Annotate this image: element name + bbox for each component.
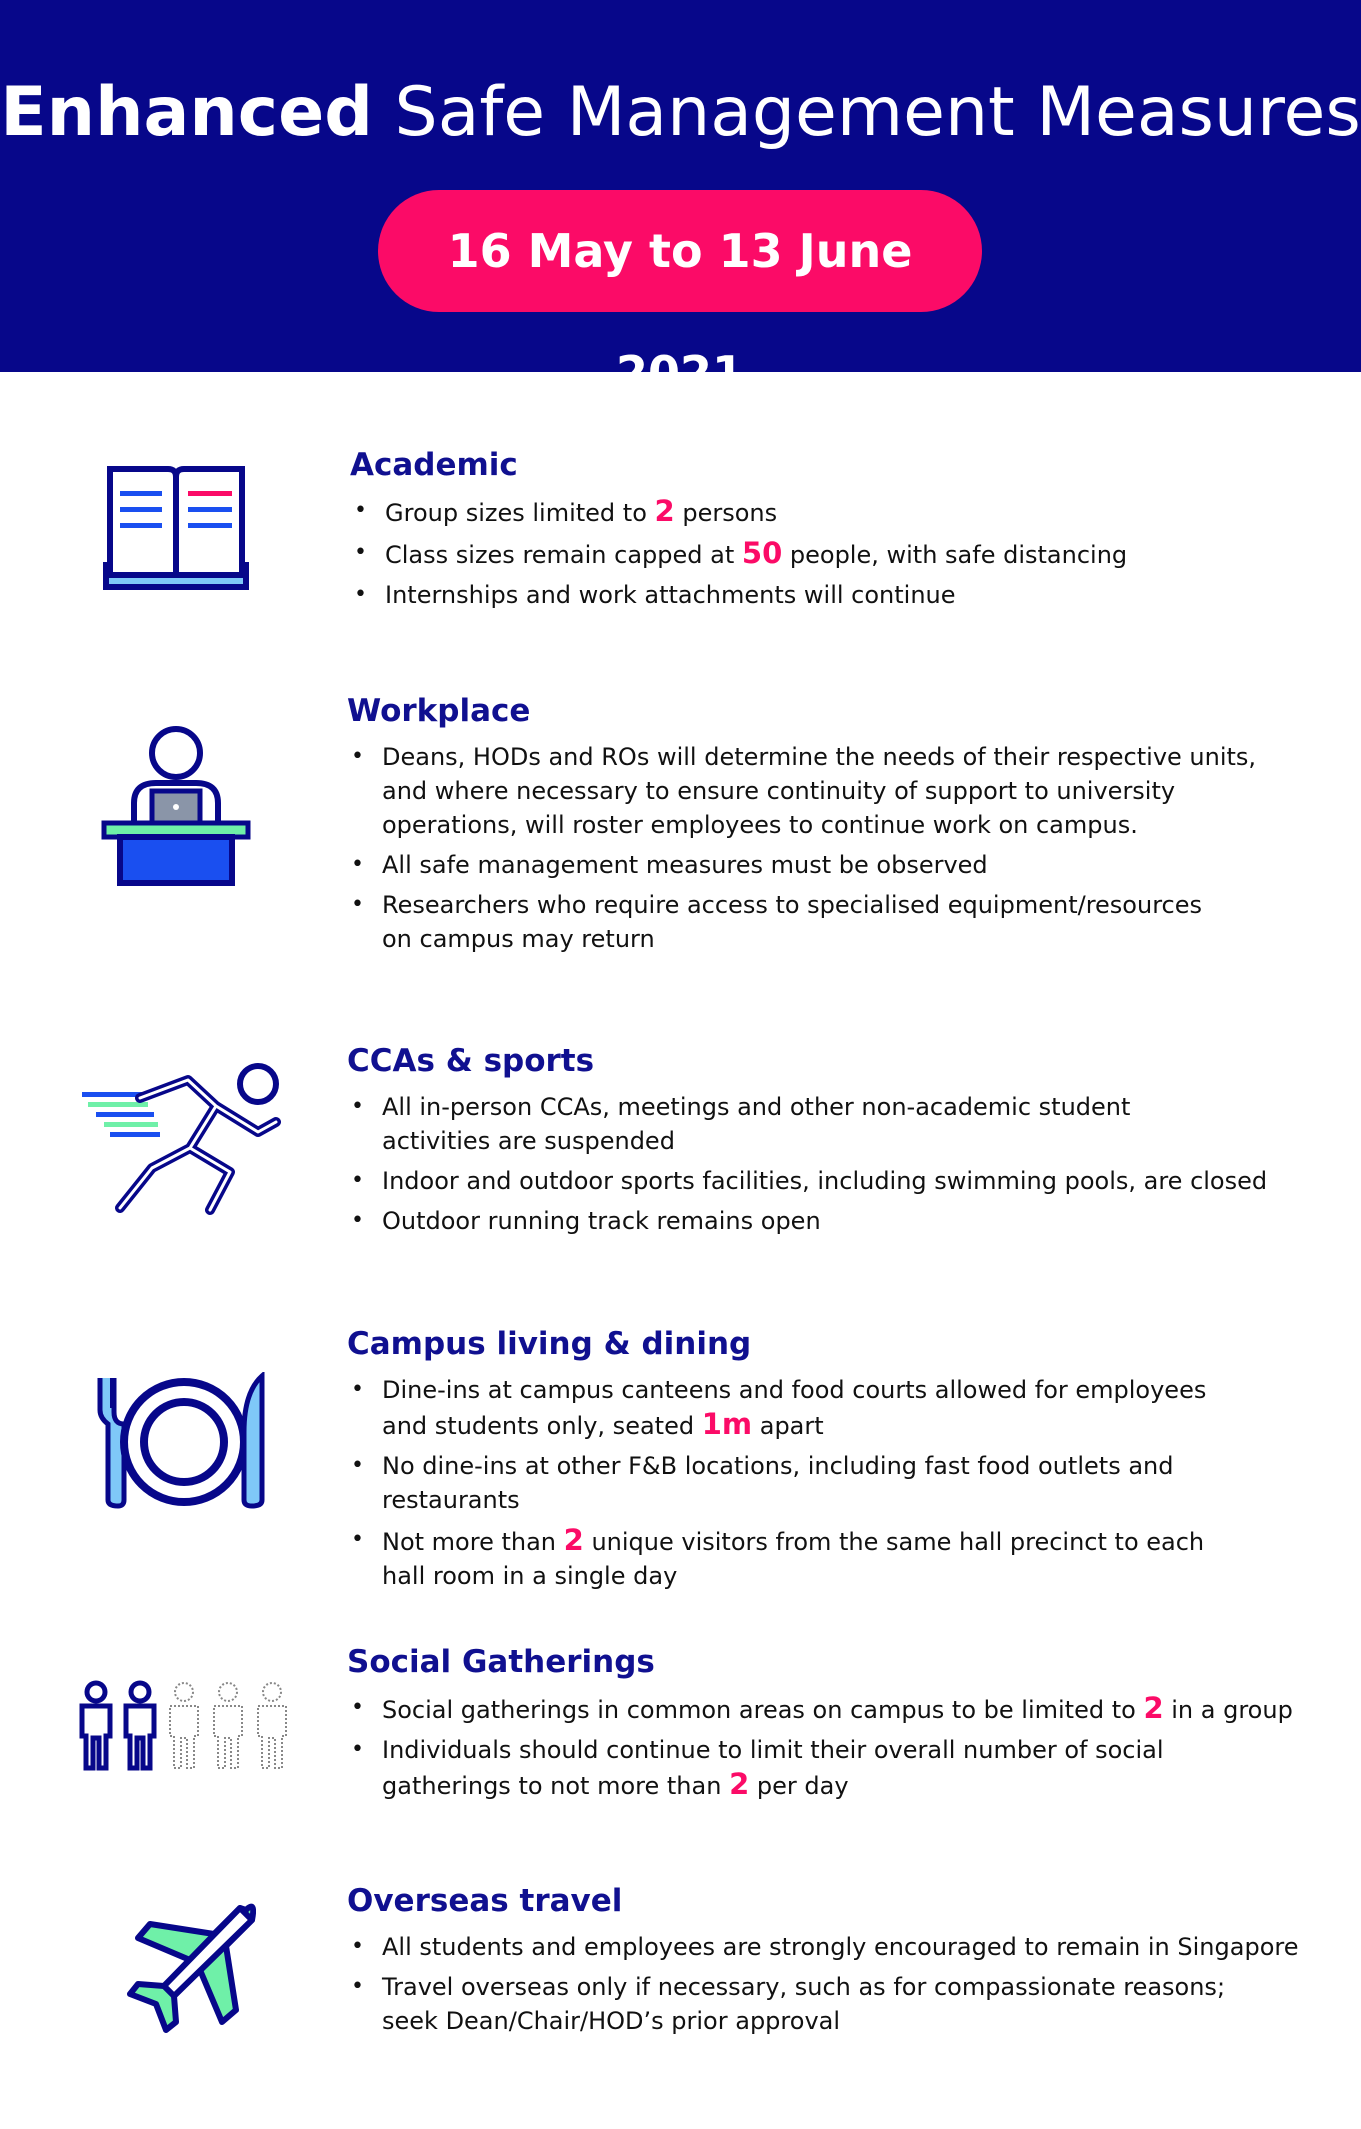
list-item: • All students and employees are strongly encouraged to remain in Singapore: [347, 1930, 1307, 1964]
highlight-number: 2: [563, 1523, 584, 1557]
list-item: • Social gatherings in common areas on campus to be limited to 2 in a group: [347, 1691, 1307, 1727]
list-item: • Group sizes limited to 2 persons: [350, 494, 1310, 530]
highlight-number: 2: [654, 494, 675, 528]
people-group-icon: [76, 1680, 306, 1772]
list-item: • Internships and work attachments will continue: [350, 578, 1310, 612]
bullet-list: [347, 1373, 1307, 1593]
list-item: • Not more than 2 unique visitors from the same hall precinct to each hall room in a single day: [347, 1523, 1222, 1593]
highlight-number: 2: [729, 1767, 750, 1801]
highlight-number: 1m: [701, 1407, 753, 1441]
title-bold: Enhanced: [0, 73, 373, 152]
list-item: • Indoor and outdoor sports facilities, including swimming pools, are closed: [347, 1164, 1307, 1198]
header-banner: [0, 0, 1361, 400]
bullet-list: [347, 1930, 1307, 2038]
list-item: • No dine-ins at other F&B locations, including fast food outlets and restaurants: [347, 1449, 1307, 1517]
date-range-badge: 16 May to 13 June 2021: [378, 190, 982, 312]
highlight-number: 2: [1143, 1691, 1164, 1725]
plate-cutlery-icon: [94, 1372, 274, 1512]
section-title: Social Gatherings: [347, 1644, 655, 1680]
list-item: • Individuals should continue to limit their overall number of social gatherings to not more than 2 per day: [347, 1733, 1282, 1803]
section-title: Campus living & dining: [347, 1326, 752, 1362]
person-at-desk-icon: [100, 723, 252, 889]
section-overseas-travel: [347, 1880, 1307, 2044]
section-campus-living-dining: [347, 1323, 1307, 1599]
running-person-icon: [80, 1060, 290, 1220]
section-title: Academic: [350, 447, 518, 483]
book-icon: [100, 463, 252, 593]
bullet-list: [347, 1090, 1307, 1238]
list-item: • Researchers who require access to specialised equipment/resources on campus may return: [347, 888, 1202, 956]
airplane-icon: [116, 1900, 256, 2040]
title-rest: Safe Management Measures: [394, 73, 1361, 152]
list-item: • Travel overseas only if necessary, such as for compassionate reasons; seek Dean/Chair/HOD’s prior approval: [347, 1970, 1242, 2038]
bullet-list: [347, 1691, 1307, 1803]
list-item: • Deans, HODs and ROs will determine the needs of their respective units, and where necessary to ensure continuity of support to university operations, will roster employees to continue work on campus.: [347, 740, 1262, 842]
list-item: • Dine-ins at campus canteens and food courts allowed for employees and students only, seated 1m apart: [347, 1373, 1222, 1443]
page-title: [0, 68, 1361, 158]
section-social-gatherings: [347, 1641, 1307, 1809]
section-title: CCAs & sports: [347, 1043, 595, 1079]
bullet-list: [347, 740, 1307, 956]
section-ccas-sports: [347, 1040, 1307, 1244]
section-workplace: [347, 690, 1307, 962]
highlight-number: 50: [741, 536, 783, 570]
section-title: Workplace: [347, 693, 531, 729]
list-item: • All in-person CCAs, meetings and other non-academic student activities are suspended: [347, 1090, 1242, 1158]
bullet-list: [350, 494, 1310, 612]
list-item: • Outdoor running track remains open: [347, 1204, 1307, 1238]
list-item: • All safe management measures must be observed: [347, 848, 1307, 882]
section-title: Overseas travel: [347, 1883, 623, 1919]
list-item: • Class sizes remain capped at 50 people, with safe distancing: [350, 536, 1310, 572]
section-academic: [350, 444, 1310, 618]
